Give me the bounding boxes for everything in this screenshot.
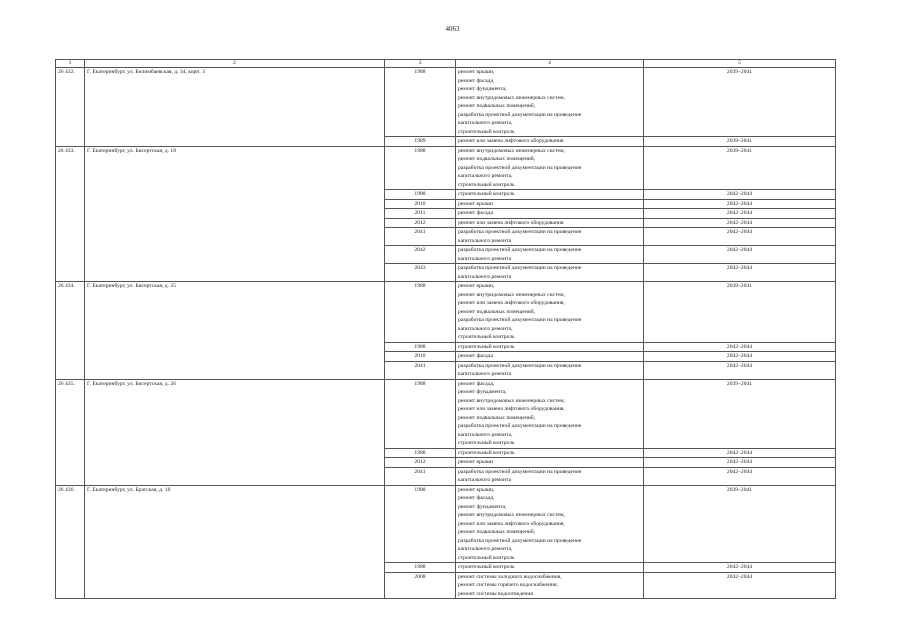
column-header: 1 [56,60,85,68]
repair-period: 2042–2044 [644,246,836,264]
work-item: разработка проектной документации на проведение [458,265,582,271]
repair-period: 2039–2041 [644,146,836,190]
work-item: ремонт или замена лифтового оборудования, [458,406,565,412]
entry-number: 26 433. [56,146,85,282]
work-item: ремонт крыши [458,459,494,465]
works-list [456,572,644,599]
work-item: ремонт фасада [458,210,493,216]
works-list [456,352,644,362]
work-item: капитального ремонта [458,273,512,280]
work-item: ремонт подвальных помещений, [458,308,536,315]
commission-year: 1988 [385,68,456,137]
commission-year: 2041 [385,467,456,485]
work-item: ремонт крыши, [458,486,495,493]
table-row [56,282,836,343]
commission-year: 1988 [385,379,456,448]
repair-period: 2042–2044 [644,190,836,200]
work-item: ремонт или замена лифтового оборудования [458,219,564,226]
works-list [456,246,644,264]
works-list [456,218,644,228]
work-item: ремонт системы водоотведения [458,590,533,597]
work-item: капитального ремонта, [458,431,513,438]
work-item: капитального ремонта [458,371,512,377]
commission-year: 2041 [385,228,456,246]
repair-period: 2039–2041 [644,379,836,448]
work-item: разработка проектной документации на проведение [458,317,582,323]
work-item: строительный контроль [458,128,515,135]
work-item: разработка проектной документации на проведение [458,229,582,235]
table-row [56,146,836,190]
commission-year: 2012 [385,458,456,468]
repair-period: 2042–2044 [644,563,836,573]
column-header: 2 [85,60,385,68]
commission-year: 2043 [385,264,456,282]
work-item: капитального ремонта, [458,546,513,552]
table-row [56,485,836,563]
commission-year: 2042 [385,246,456,264]
repair-period: 2042–2044 [644,572,836,599]
repair-period: 2039–2041 [644,68,836,137]
work-item: разработка проектной документации на проведение [458,164,582,171]
commission-year: 2010 [385,352,456,362]
commission-year: 1988 [385,146,456,190]
works-list [456,361,644,379]
work-item: разработка проектной документации на проведение [458,362,582,369]
work-item: ремонт фасада, [458,380,495,387]
work-item: ремонт системы горячего водоснабжения, [458,582,558,588]
commission-year: 1988 [385,190,456,200]
commission-year: 1988 [385,485,456,563]
work-item: ремонт подвальных помещений, [458,414,536,421]
work-item: ремонт внутридомовых инженерных систем, [458,94,565,101]
work-item: ремонт внутридомовых инженерных систем, [458,397,565,404]
works-list [456,68,644,137]
work-item: ремонт внутридомовых инженерных систем, [458,291,565,298]
works-list [456,264,644,282]
work-item: ремонт крыши, [458,283,495,289]
work-item: капитального ремонта, [458,120,513,126]
work-item: ремонт фундамента, [458,389,507,395]
works-list [456,146,644,190]
works-list [456,458,644,468]
work-item: ремонт крыши, [458,69,495,75]
page-number: 4063 [445,25,460,33]
column-header: 5 [644,60,836,68]
work-item: разработка проектной документации на проведение [458,423,582,429]
work-item: капитального ремонта [458,237,512,244]
entry-number: 26 432. [56,68,85,147]
repair-period: 2039–2041 [644,485,836,563]
work-item: строительный контроль [458,554,515,561]
work-item: ремонт фундамента, [458,503,507,510]
commission-year: 1988 [385,563,456,573]
repair-period: 2042–2044 [644,448,836,458]
work-item: капитального ремонта [458,255,512,262]
commission-year: 2008 [385,572,456,599]
works-list [456,467,644,485]
repair-period: 2042–2044 [644,228,836,246]
works-list [456,209,644,219]
work-item: ремонт фасада, [458,77,495,84]
work-item: разработка проектной документации на проведение [458,468,582,475]
work-item: капитального ремонта, [458,325,513,332]
work-item: строительный контроль [458,449,515,456]
repair-period: 2042–2044 [644,458,836,468]
work-item: строительный контроль [458,440,515,446]
works-list [456,448,644,458]
works-list [456,199,644,209]
work-item: капитального ремонта, [458,173,513,179]
commission-year: 1988 [385,282,456,343]
repair-period: 2042–2044 [644,342,836,352]
entry-address: Г. Екатеринбург, ул. Бисертская, д. 18 [85,146,385,282]
work-item: разработка проектной документации на проведение [458,247,582,253]
commission-year: 2012 [385,218,456,228]
entry-address: Г. Екатеринбург, ул. Братская, д. 10 [85,485,385,599]
works-list [456,342,644,352]
repair-period: 2042–2044 [644,199,836,209]
entry-address: Г. Екатеринбург, ул. Билимбаевская, д. 34, корп. 3 [85,68,385,147]
works-list [456,228,644,246]
column-number-row [56,60,836,68]
work-item: ремонт системы холодного водоснабжения, [458,573,562,580]
repair-period: 2042–2044 [644,209,836,219]
work-item: ремонт фасада [458,353,493,359]
work-item: строительный контроль [458,343,515,350]
work-item: ремонт или замена лифтового оборудования, [458,300,565,306]
work-item: строительный контроль [458,181,515,188]
repair-period: 2042–2044 [644,467,836,485]
repair-period: 2039–2041 [644,137,836,147]
repair-period: 2039–2041 [644,282,836,343]
work-item: ремонт или замена лифтового оборудования, [458,520,565,527]
works-list [456,282,644,343]
work-item: строительный контроль [458,191,515,197]
entry-number: 26 435. [56,379,85,485]
work-item: ремонт внутридомовых инженерных систем, [458,147,565,154]
work-item: ремонт фасада, [458,495,495,501]
work-item: строительный контроль [458,334,515,340]
table-row [56,379,836,448]
work-item: капитального ремонта [458,477,512,483]
repair-period: 2042–2044 [644,264,836,282]
entry-address: Г. Екатеринбург, ул. Бисертская, д. 26 [85,379,385,485]
commission-year: 2041 [385,361,456,379]
commission-year: 2010 [385,199,456,209]
work-item: ремонт внутридомовых инженерных систем, [458,512,565,518]
work-item: разработка проектной документации на проведение [458,111,582,118]
table-body [56,60,836,599]
repair-period: 2042–2044 [644,352,836,362]
work-item: ремонт фундамента, [458,86,507,92]
work-item: ремонт крыши [458,200,494,207]
column-header: 3 [385,60,456,68]
table-row [56,68,836,137]
repair-period: 2042–2044 [644,218,836,228]
work-item: разработка проектной документации на проведение [458,537,582,544]
commission-year: 1988 [385,342,456,352]
work-item: ремонт подвальных помещений, [458,529,536,535]
commission-year: 1989 [385,137,456,147]
commission-year: 1988 [385,448,456,458]
work-item: ремонт или замена лифтового оборудования [458,138,564,144]
repair-period: 2042–2044 [644,361,836,379]
works-list [456,190,644,200]
work-item: строительный контроль [458,564,515,570]
commission-year: 2011 [385,209,456,219]
entry-number: 26 434. [56,282,85,380]
work-item: ремонт подвальных помещений, [458,156,536,162]
entry-number: 26 436. [56,485,85,599]
works-list [456,379,644,448]
works-list [456,485,644,563]
works-list [456,137,644,147]
column-header: 4 [456,60,644,68]
entry-address: Г. Екатеринбург, ул. Бисертская, д. 25 [85,282,385,380]
work-item: ремонт подвальных помещений, [458,103,536,109]
works-list [456,563,644,573]
housing-register-table [55,59,836,599]
